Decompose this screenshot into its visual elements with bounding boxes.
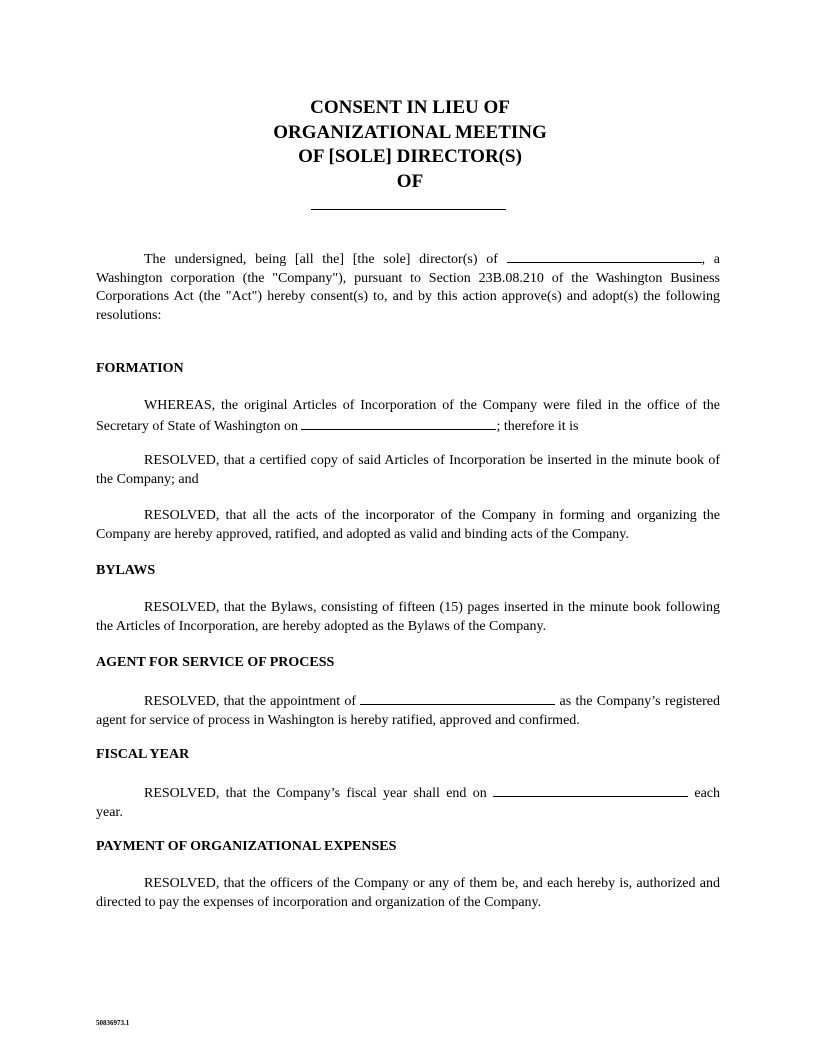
formation-text-4: RESOLVED, that all the acts of the incorporator of the Company in forming and organizing the Company are hereby approved, ratified, and adopted as valid and binding acts of the Company. [96,508,720,542]
agent-paragraph [96,691,720,730]
document-title [0,96,816,194]
title-line-2: ORGANIZATIONAL MEETING [273,121,547,143]
fiscal-year-heading: FISCAL YEAR [96,747,190,762]
agent-text-1: RESOLVED, that the appointment of [144,694,357,709]
formation-paragraph-2 [96,452,720,489]
title-line-1: CONSENT IN LIEU OF [310,97,510,118]
agent-heading: AGENT FOR SERVICE OF PROCESS [96,655,335,670]
formation-text-3: RESOLVED, that a certified copy of said Articles of Incorporation be inserted in the minute book of the Company; and [96,453,720,487]
expenses-text: RESOLVED, that the officers of the Company or any of them be, and each hereby is, authorized and directed to pay the expenses of incorporation and organization of the Company. [96,876,720,910]
fiscal-year-end-blank [493,783,688,797]
title-line-3: OF [SOLE] DIRECTOR(S) [298,146,522,167]
bylaws-text: RESOLVED, that the Bylaws, consisting of fifteen (15) pages inserted in the minute book following the Articles of Incorporation, are hereby adopted as the Bylaws of the Company. [96,600,720,634]
title-line-4: OF [396,170,424,192]
expenses-heading: PAYMENT OF ORGANIZATIONAL EXPENSES [96,839,397,854]
fiscal-year-paragraph [96,783,720,822]
fiscal-text-2: each year. [96,786,721,820]
intro-text-1: The undersigned, being [all the] [the sole] director(s) of [144,252,498,267]
formation-paragraph-3 [96,507,720,544]
bylaws-paragraph [96,599,720,636]
intro-text-2: , a Washington corporation (the "Company"), pursuant to Section 23B.08.210 of the Washington Business Corporations Act (the "Act") hereby consent(s) to, and by this action approve(s) and adopt(s) the following resolutions: [96,252,721,323]
filing-date-blank [301,416,496,430]
agent-text-2: as the Company’s registered agent for service of process in Washington is hereby ratified, approved and confirmed. [96,694,721,728]
agent-name-blank [360,691,555,705]
document-id-footer: 50836973.1 [96,1019,130,1027]
company-name-blank [311,209,506,210]
fiscal-text-1: RESOLVED, that the Company’s fiscal year shall end on [144,786,487,801]
bylaws-heading: BYLAWS [96,563,156,578]
formation-heading: FORMATION [96,361,184,376]
formation-text-2: ; therefore it is [496,418,579,434]
intro-paragraph [96,249,720,325]
formation-text-1: WHEREAS, the original Articles of Incorporation of the Company were filed in the office of the Secretary of State of Washington on [96,398,720,434]
formation-paragraph-1 [96,397,720,436]
expenses-paragraph [96,875,720,912]
director-company-blank [507,249,702,263]
